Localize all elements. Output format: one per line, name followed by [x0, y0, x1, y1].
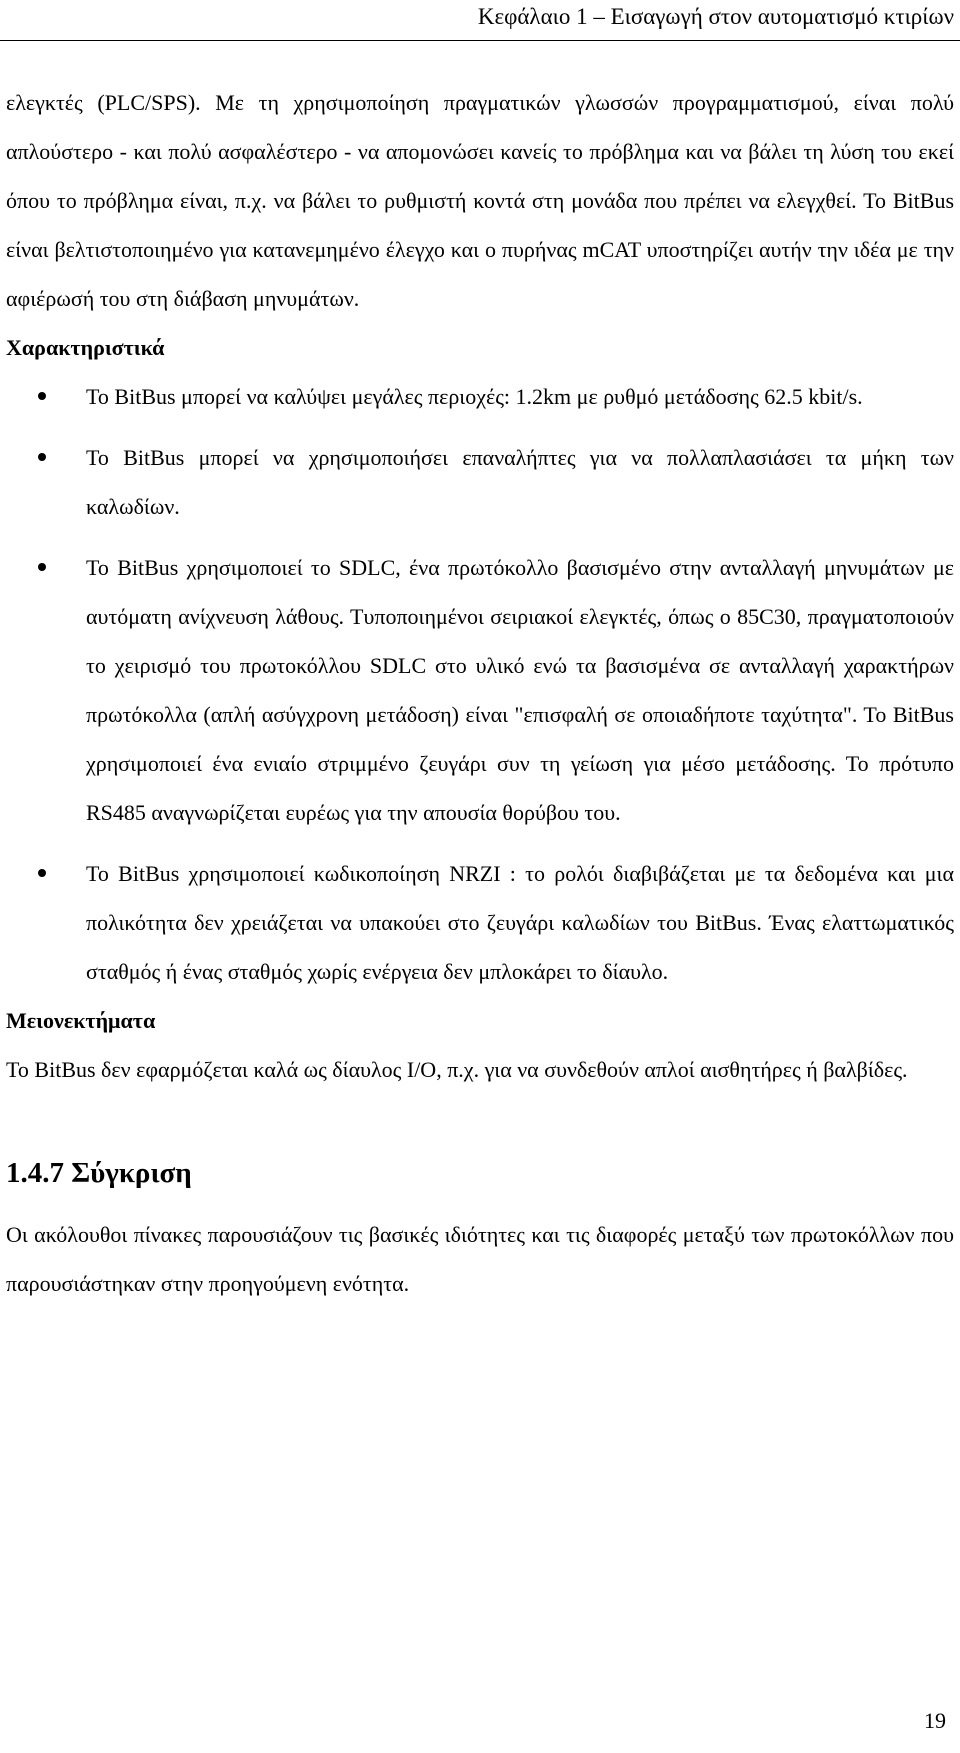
disadvantages-heading: Μειονεκτήματα — [6, 1008, 156, 1033]
features-list — [6, 372, 954, 996]
bullet-icon — [38, 453, 46, 461]
page-number: 19 — [924, 1708, 946, 1733]
comparison-title: 1.4.7 Σύγκριση — [6, 1157, 192, 1189]
page-body — [6, 78, 954, 1308]
list-item-text: Το BitBus χρησιμοποιεί το SDLC, ένα πρωτόκολλο βασισμένο στην ανταλλαγή μηνυμάτων με αυτόματη ανίχνευση λάθους. Τυποποιημένοι σειριακοί ελεγκτές, όπως ο 85C30, πραγματοποιούν το χειρισμό του πρωτοκόλλου SDLC στο υλικό ενώ τα βασισμένα σε ανταλλαγή χαρακτήρων πρωτόκολλα (απλή ασύγχρονη μετάδοση) είναι "επισφαλή σε οποιαδήποτε ταχύτητα". Το BitBus χρησιμοποιεί ένα ενιαίο στριμμένο ζευγάρι συν τη γείωση για μέσο μετάδοσης. Το πρότυπο RS485 αναγνωρίζεται ευρέως για την απουσία θορύβου του. — [86, 555, 954, 825]
list-item — [6, 543, 954, 837]
disadvantages-paragraph: Το BitBus δεν εφαρμόζεται καλά ως δίαυλος I/O, π.χ. για να συνδεθούν απλοί αισθητήρες ή βαλβίδες. — [6, 1057, 908, 1082]
list-item-text: Το BitBus χρησιμοποιεί κωδικοποίηση NRZI : το ρολόι διαβιβάζεται με τα δεδομένα και μια πολικότητα δεν χρειάζεται να υπακούει στο ζευγάρι καλωδίων του BitBus. Ένας ελαττωματικός σταθμός ή ένας σταθμός χωρίς ενέργεια δεν μπλοκάρει το δίαυλο. — [86, 861, 954, 984]
intro-paragraph: ελεγκτές (PLC/SPS). Με τη χρησιμοποίηση πραγματικών γλωσσών προγραμματισμού, είναι πολύ απλούστερο - και πολύ ασφαλέστερο - να απομονώσει κανείς το πρόβλημα και να βάλει τη λύση του εκεί όπου το πρόβλημα είναι, π.χ. να βάλει το ρυθμιστή κοντά στη μονάδα που πρέπει να ελεγχθεί. Το BitBus είναι βελτιστοποιημένο για κατανεμημένο έλεγχο και ο πυρήνας mCAT υποστηρίζει αυτήν την ιδέα με την αφιέρωσή του στη διάβαση μηνυμάτων. — [6, 90, 954, 311]
header-rule — [0, 40, 960, 41]
list-item — [6, 849, 954, 996]
list-item-text: Το BitBus μπορεί να χρησιμοποιήσει επαναλήπτες για να πολλαπλασιάσει τα μήκη των καλωδίων. — [86, 445, 954, 519]
list-item — [6, 372, 954, 421]
list-item-text: Το BitBus μπορεί να καλύψει μεγάλες περιοχές: 1.2km με ρυθμό μετάδοσης 62.5 kbit/s. — [86, 384, 863, 409]
running-header: Κεφάλαιο 1 – Εισαγωγή στον αυτοματισμό κτιρίων — [477, 4, 954, 29]
list-item — [6, 433, 954, 531]
comparison-paragraph: Οι ακόλουθοι πίνακες παρουσιάζουν τις βασικές ιδιότητες και τις διαφορές μεταξύ των πρωτοκόλλων που παρουσιάστηκαν στην προηγούμενη ενότητα. — [6, 1222, 954, 1296]
bullet-icon — [38, 392, 46, 400]
features-heading: Χαρακτηριστικά — [6, 335, 165, 360]
bullet-icon — [38, 563, 46, 571]
bullet-icon — [38, 869, 46, 877]
